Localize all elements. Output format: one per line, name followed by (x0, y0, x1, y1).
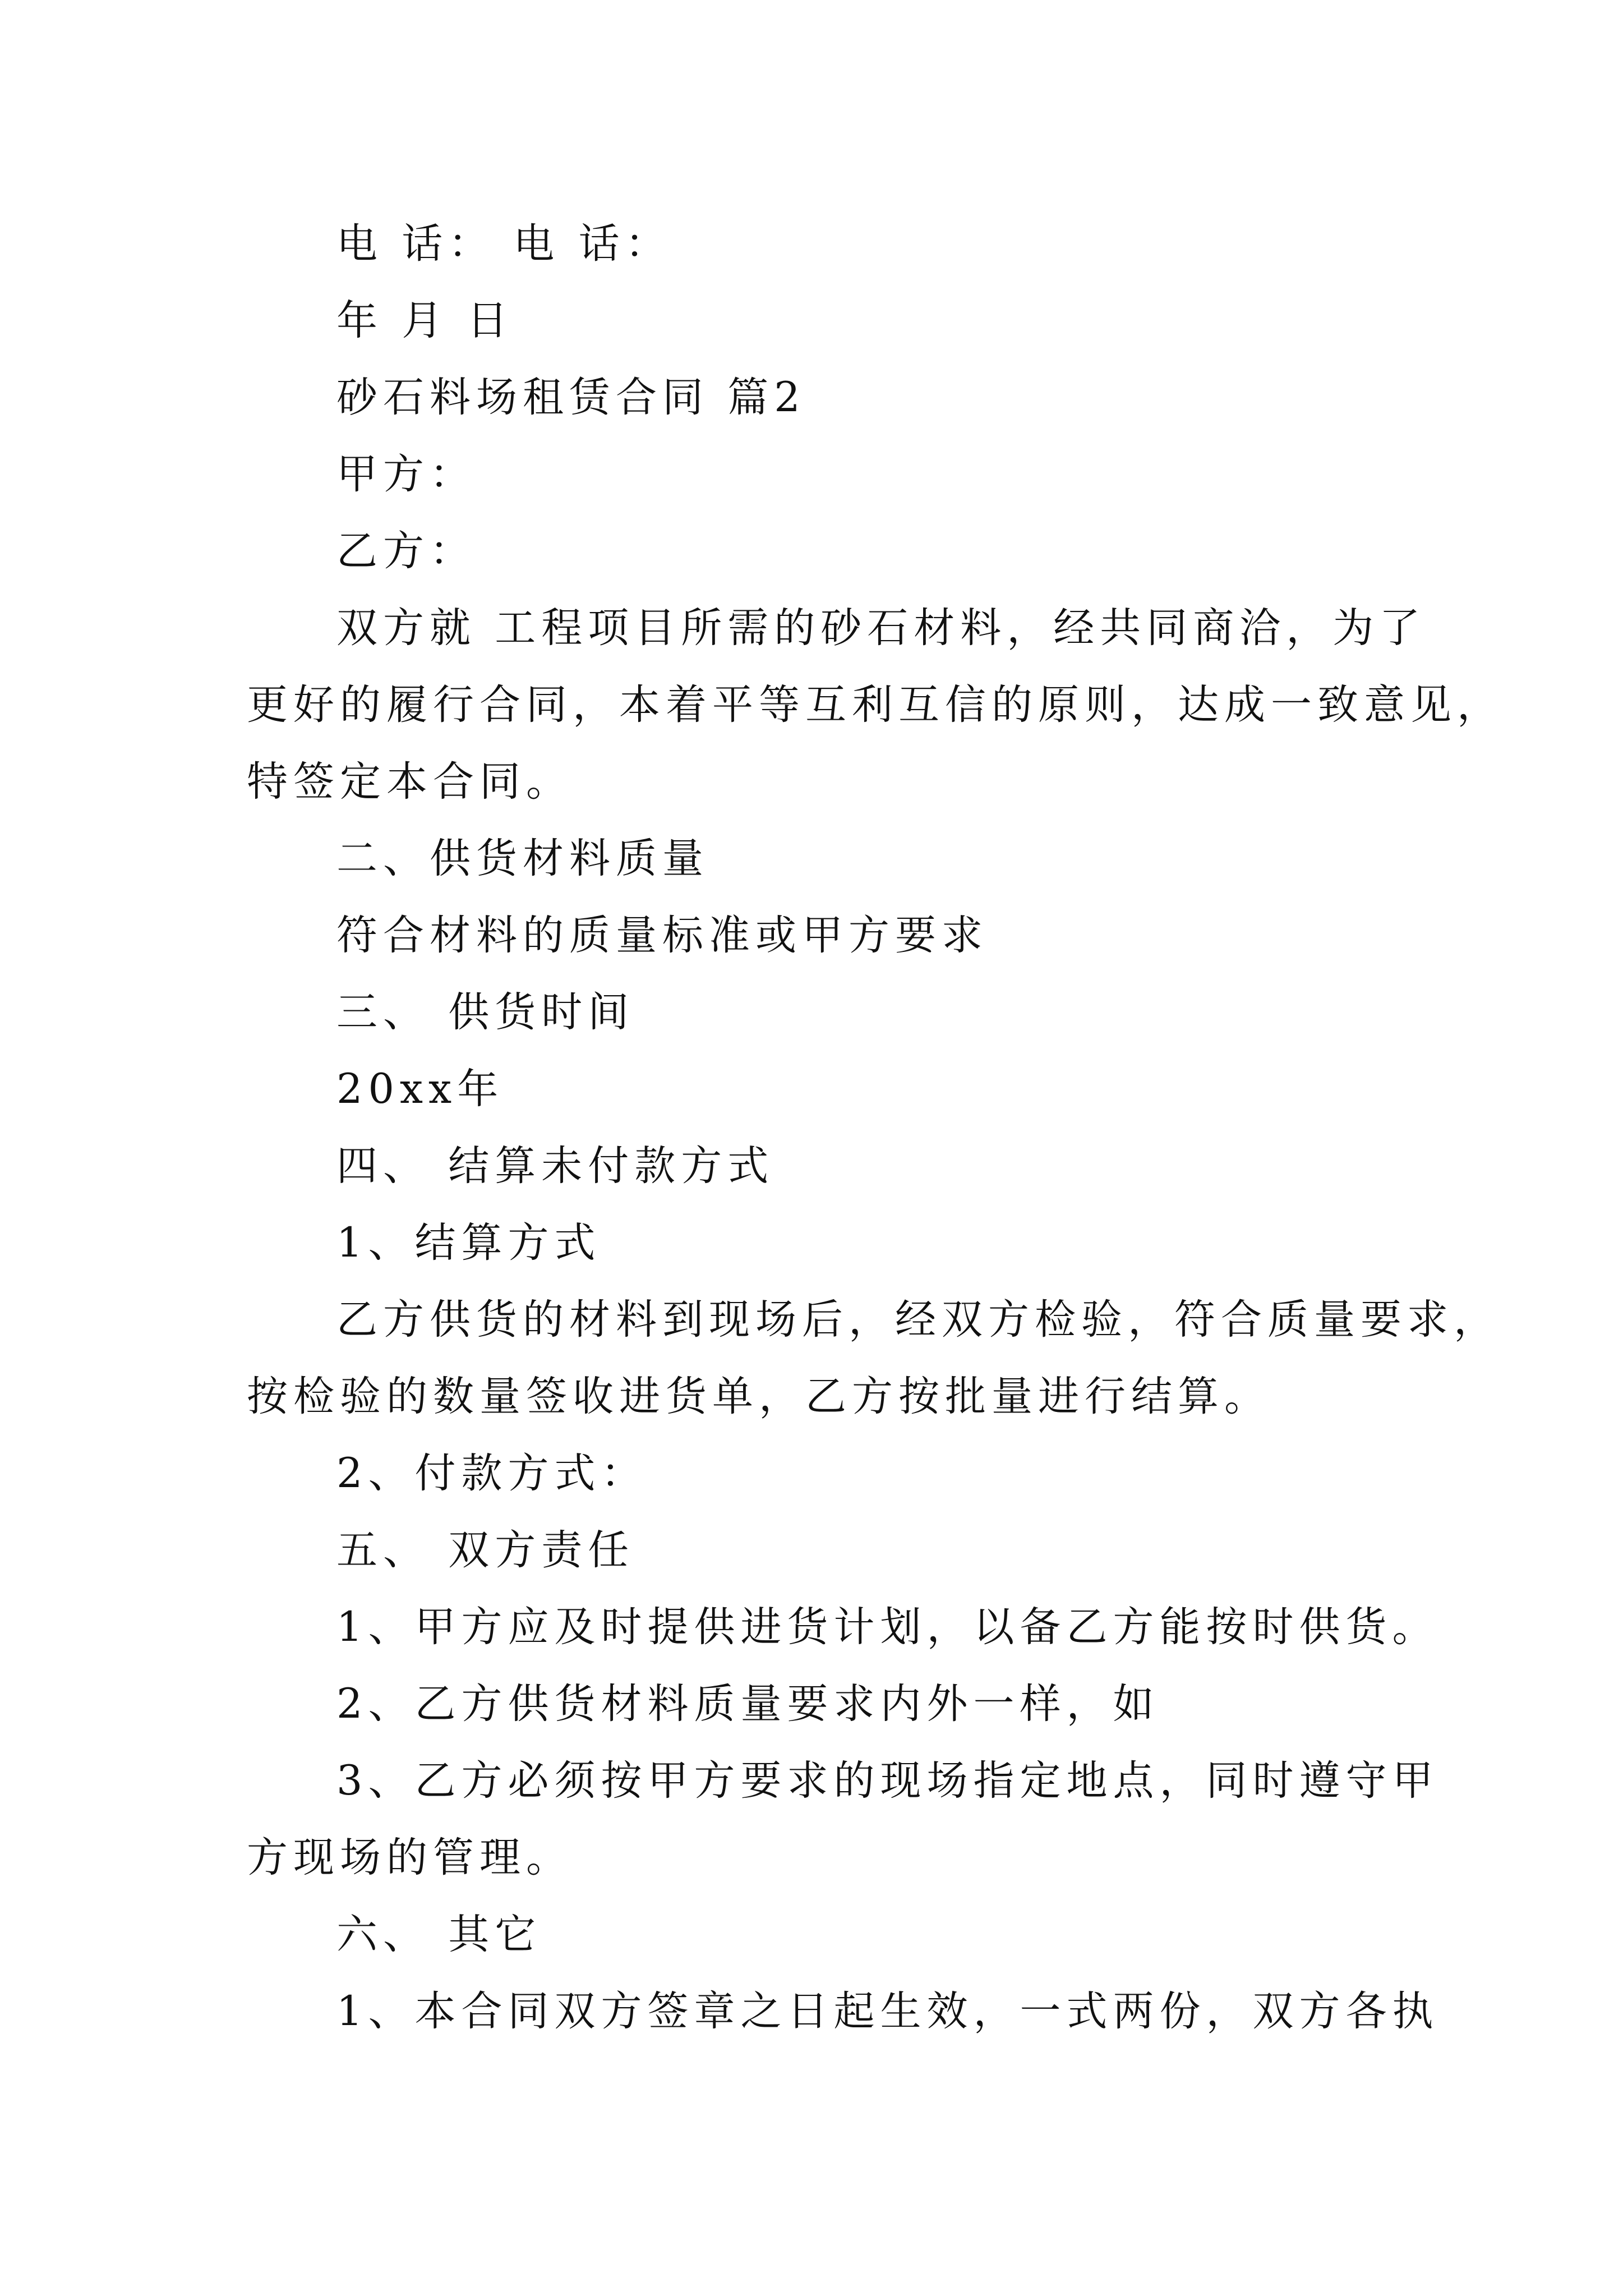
section-heading: 五、 双方责任 (336, 1526, 635, 1574)
subsection-heading: 1、结算方式 (336, 1219, 601, 1267)
section-heading: 四、 结算未付款方式 (336, 1142, 774, 1190)
paragraph-line: 方现场的管理。 (247, 1834, 573, 1881)
contract-title: 砂石料场租赁合同 篇2 (336, 374, 806, 421)
paragraph-line: 1、本合同双方签章之日起生效，一式两份，双方各执 (336, 1987, 1439, 2035)
date-line: 年 月 日 (336, 297, 514, 344)
paragraph-line: 20xx年 (336, 1065, 504, 1113)
paragraph-line: 3、乙方必须按甲方要求的现场指定地点，同时遵守甲 (336, 1757, 1439, 1805)
paragraph-line: 符合材料的质量标准或甲方要求 (336, 912, 988, 959)
section-heading: 二、供货材料质量 (336, 835, 709, 882)
section-heading: 六、 其它 (336, 1911, 542, 1958)
paragraph-line: 乙方供货的材料到现场后，经双方检验，符合质量要求， (336, 1296, 1500, 1343)
section-heading: 三、 供货时间 (336, 988, 635, 1036)
paragraph-line: 1、甲方应及时提供进货计划，以备乙方能按时供货。 (336, 1603, 1439, 1651)
paragraph-line: 特签定本合同。 (247, 758, 573, 806)
subsection-heading: 2、付款方式： (336, 1450, 648, 1497)
paragraph-line: 按检验的数量签收进货单，乙方按批量进行结算。 (247, 1373, 1271, 1420)
party-b-line: 乙方： (336, 527, 476, 575)
party-a-line: 甲方： (336, 450, 476, 498)
phone-line: 电 话： 电 话： (336, 220, 672, 268)
paragraph-line: 双方就 工程项目所需的砂石材料，经共同商洽，为了 (336, 604, 1426, 652)
paragraph-line: 2、乙方供货材料质量要求内外一样，如 (336, 1680, 1160, 1728)
paragraph-line: 更好的履行合同，本着平等互利互信的原则，达成一致意见， (247, 681, 1504, 729)
